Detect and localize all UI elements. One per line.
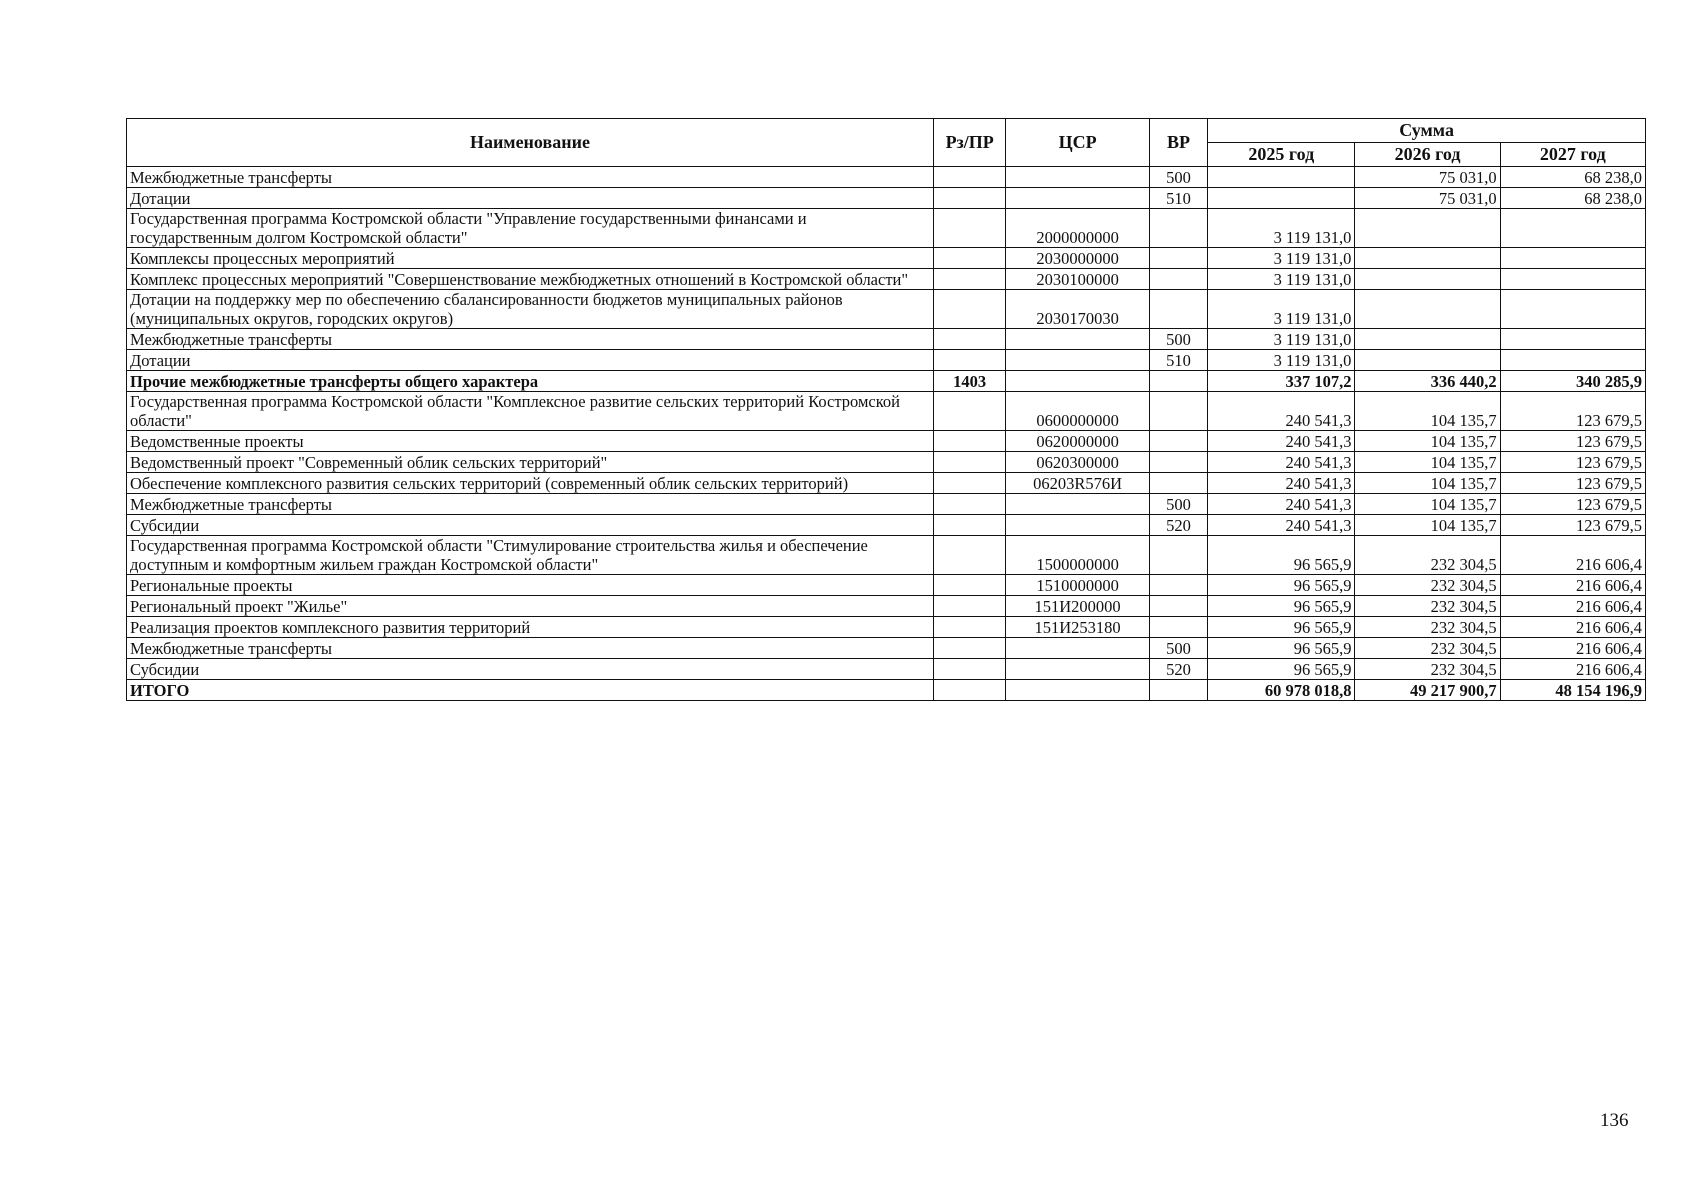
cell-2026: 232 304,5 — [1355, 638, 1500, 659]
cell-2025: 240 541,3 — [1208, 515, 1355, 536]
cell-2027: 216 606,4 — [1500, 575, 1645, 596]
cell-csr: 2030100000 — [1006, 269, 1149, 290]
header-name: Наименование — [127, 119, 934, 167]
table-row — [127, 617, 1646, 638]
table-row — [127, 431, 1646, 452]
cell-csr: 06203R576И — [1006, 473, 1149, 494]
table-row — [127, 209, 1646, 248]
cell-2027 — [1500, 329, 1645, 350]
cell-2025: 96 565,9 — [1208, 536, 1355, 575]
cell-rzpr — [933, 209, 1006, 248]
cell-2026 — [1355, 290, 1500, 329]
cell-2026: 75 031,0 — [1355, 167, 1500, 188]
cell-rzpr — [933, 188, 1006, 209]
cell-vr: 520 — [1149, 659, 1207, 680]
cell-vr — [1149, 290, 1207, 329]
cell-2027: 123 679,5 — [1500, 431, 1645, 452]
budget-table — [126, 118, 1646, 701]
table-row — [127, 371, 1646, 392]
cell-2026: 232 304,5 — [1355, 659, 1500, 680]
cell-name: Межбюджетные трансферты — [127, 494, 934, 515]
cell-name: Региональный проект "Жилье" — [127, 596, 934, 617]
cell-2027: 216 606,4 — [1500, 617, 1645, 638]
cell-name: Субсидии — [127, 659, 934, 680]
cell-2027: 340 285,9 — [1500, 371, 1645, 392]
header-year-2025: 2025 год — [1208, 143, 1355, 167]
table-row — [127, 167, 1646, 188]
cell-2025: 3 119 131,0 — [1208, 350, 1355, 371]
cell-vr — [1149, 209, 1207, 248]
cell-2026 — [1355, 209, 1500, 248]
cell-rzpr — [933, 269, 1006, 290]
cell-name: Межбюджетные трансферты — [127, 167, 934, 188]
cell-vr: 500 — [1149, 638, 1207, 659]
cell-vr — [1149, 536, 1207, 575]
cell-rzpr — [933, 329, 1006, 350]
cell-csr — [1006, 329, 1149, 350]
cell-vr: 500 — [1149, 167, 1207, 188]
table-row — [127, 659, 1646, 680]
cell-2025: 240 541,3 — [1208, 473, 1355, 494]
cell-2025 — [1208, 167, 1355, 188]
cell-2025: 96 565,9 — [1208, 638, 1355, 659]
cell-2025: 96 565,9 — [1208, 659, 1355, 680]
cell-vr — [1149, 392, 1207, 431]
cell-2026 — [1355, 350, 1500, 371]
cell-vr — [1149, 575, 1207, 596]
cell-2025: 3 119 131,0 — [1208, 269, 1355, 290]
cell-2025: 3 119 131,0 — [1208, 209, 1355, 248]
table-row — [127, 575, 1646, 596]
cell-2027 — [1500, 248, 1645, 269]
cell-2027: 123 679,5 — [1500, 494, 1645, 515]
cell-2026: 104 135,7 — [1355, 452, 1500, 473]
cell-name: Межбюджетные трансферты — [127, 638, 934, 659]
cell-2026: 232 304,5 — [1355, 617, 1500, 638]
cell-name: Дотации — [127, 188, 934, 209]
cell-2025: 3 119 131,0 — [1208, 290, 1355, 329]
cell-vr — [1149, 371, 1207, 392]
cell-2026: 49 217 900,7 — [1355, 680, 1500, 701]
cell-vr — [1149, 452, 1207, 473]
cell-name: Государственная программа Костромской области "Управление государственными финансами и государственным долгом Костромской области" — [127, 209, 934, 248]
cell-name: Государственная программа Костромской области "Стимулирование строительства жилья и обеспечение доступным и комфортным жильем граждан Костромской области" — [127, 536, 934, 575]
cell-rzpr — [933, 431, 1006, 452]
cell-rzpr — [933, 515, 1006, 536]
cell-name: Реализация проектов комплексного развития территорий — [127, 617, 934, 638]
cell-name: Обеспечение комплексного развития сельских территорий (современный облик сельских территорий) — [127, 473, 934, 494]
cell-2026: 104 135,7 — [1355, 473, 1500, 494]
header-rzpr: Рз/ПР — [933, 119, 1006, 167]
page-number: 136 — [1600, 1110, 1629, 1131]
cell-vr — [1149, 680, 1207, 701]
cell-rzpr — [933, 452, 1006, 473]
cell-2027: 216 606,4 — [1500, 638, 1645, 659]
cell-name: Субсидии — [127, 515, 934, 536]
table-row — [127, 188, 1646, 209]
cell-csr — [1006, 515, 1149, 536]
cell-2026: 104 135,7 — [1355, 494, 1500, 515]
cell-vr: 510 — [1149, 188, 1207, 209]
table-row — [127, 494, 1646, 515]
cell-rzpr — [933, 473, 1006, 494]
cell-2026 — [1355, 248, 1500, 269]
cell-name: Дотации — [127, 350, 934, 371]
cell-2026: 104 135,7 — [1355, 515, 1500, 536]
cell-vr — [1149, 473, 1207, 494]
cell-2025 — [1208, 188, 1355, 209]
table-row — [127, 473, 1646, 494]
table-row — [127, 350, 1646, 371]
table-row — [127, 392, 1646, 431]
cell-rzpr — [933, 638, 1006, 659]
cell-2027: 48 154 196,9 — [1500, 680, 1645, 701]
cell-csr: 0600000000 — [1006, 392, 1149, 431]
cell-name: Региональные проекты — [127, 575, 934, 596]
cell-2027 — [1500, 269, 1645, 290]
cell-csr: 2000000000 — [1006, 209, 1149, 248]
cell-vr — [1149, 596, 1207, 617]
cell-2025: 96 565,9 — [1208, 596, 1355, 617]
cell-2026 — [1355, 329, 1500, 350]
cell-name: Дотации на поддержку мер по обеспечению сбалансированности бюджетов муниципальных районов (муниципальных округов, городских округов) — [127, 290, 934, 329]
table-row — [127, 248, 1646, 269]
cell-csr — [1006, 167, 1149, 188]
cell-name: Межбюджетные трансферты — [127, 329, 934, 350]
cell-rzpr — [933, 290, 1006, 329]
cell-rzpr — [933, 659, 1006, 680]
cell-2026: 232 304,5 — [1355, 536, 1500, 575]
cell-name: ИТОГО — [127, 680, 934, 701]
cell-2027: 68 238,0 — [1500, 167, 1645, 188]
cell-csr: 2030170030 — [1006, 290, 1149, 329]
cell-name: Комплексы процессных мероприятий — [127, 248, 934, 269]
cell-rzpr — [933, 350, 1006, 371]
cell-csr — [1006, 659, 1149, 680]
cell-2025: 240 541,3 — [1208, 452, 1355, 473]
cell-csr: 151И253180 — [1006, 617, 1149, 638]
cell-2027: 216 606,4 — [1500, 596, 1645, 617]
cell-csr — [1006, 188, 1149, 209]
header-year-2026: 2026 год — [1355, 143, 1500, 167]
cell-vr: 510 — [1149, 350, 1207, 371]
table-row — [127, 596, 1646, 617]
table-row — [127, 680, 1646, 701]
cell-vr — [1149, 248, 1207, 269]
cell-2026: 104 135,7 — [1355, 431, 1500, 452]
table-row — [127, 329, 1646, 350]
cell-2025: 60 978 018,8 — [1208, 680, 1355, 701]
cell-name: Ведомственный проект "Современный облик сельских территорий" — [127, 452, 934, 473]
cell-2027: 123 679,5 — [1500, 515, 1645, 536]
cell-vr — [1149, 431, 1207, 452]
header-vr: ВР — [1149, 119, 1207, 167]
cell-rzpr — [933, 167, 1006, 188]
table-row — [127, 452, 1646, 473]
cell-name: Прочие межбюджетные трансферты общего характера — [127, 371, 934, 392]
cell-2027 — [1500, 209, 1645, 248]
cell-2027: 216 606,4 — [1500, 536, 1645, 575]
cell-name: Комплекс процессных мероприятий "Совершенствование межбюджетных отношений в Костромской области" — [127, 269, 934, 290]
cell-vr: 520 — [1149, 515, 1207, 536]
cell-2027: 68 238,0 — [1500, 188, 1645, 209]
cell-rzpr — [933, 392, 1006, 431]
cell-csr: 1510000000 — [1006, 575, 1149, 596]
table-row — [127, 269, 1646, 290]
cell-2025: 240 541,3 — [1208, 494, 1355, 515]
cell-vr: 500 — [1149, 329, 1207, 350]
cell-2027: 123 679,5 — [1500, 473, 1645, 494]
table-row — [127, 290, 1646, 329]
cell-2025: 3 119 131,0 — [1208, 329, 1355, 350]
cell-vr — [1149, 269, 1207, 290]
cell-2027 — [1500, 290, 1645, 329]
table-row — [127, 536, 1646, 575]
cell-rzpr — [933, 494, 1006, 515]
cell-vr: 500 — [1149, 494, 1207, 515]
cell-2027: 123 679,5 — [1500, 392, 1645, 431]
cell-2026: 75 031,0 — [1355, 188, 1500, 209]
cell-rzpr — [933, 536, 1006, 575]
cell-rzpr — [933, 596, 1006, 617]
cell-csr — [1006, 350, 1149, 371]
cell-2026: 104 135,7 — [1355, 392, 1500, 431]
cell-csr: 1500000000 — [1006, 536, 1149, 575]
cell-csr: 151И200000 — [1006, 596, 1149, 617]
cell-2027 — [1500, 350, 1645, 371]
cell-csr — [1006, 371, 1149, 392]
header-year-2027: 2027 год — [1500, 143, 1645, 167]
cell-rzpr — [933, 575, 1006, 596]
cell-csr: 0620000000 — [1006, 431, 1149, 452]
cell-2025: 96 565,9 — [1208, 575, 1355, 596]
cell-csr — [1006, 494, 1149, 515]
cell-2027: 216 606,4 — [1500, 659, 1645, 680]
cell-2026: 232 304,5 — [1355, 575, 1500, 596]
cell-rzpr — [933, 248, 1006, 269]
cell-name: Государственная программа Костромской области "Комплексное развитие сельских территорий Костромской области" — [127, 392, 934, 431]
cell-vr — [1149, 617, 1207, 638]
table-row — [127, 515, 1646, 536]
cell-2026: 232 304,5 — [1355, 596, 1500, 617]
cell-2026: 336 440,2 — [1355, 371, 1500, 392]
cell-2025: 337 107,2 — [1208, 371, 1355, 392]
table-body — [127, 167, 1646, 701]
header-sum: Сумма — [1208, 119, 1646, 143]
cell-2025: 96 565,9 — [1208, 617, 1355, 638]
cell-csr: 2030000000 — [1006, 248, 1149, 269]
cell-2025: 240 541,3 — [1208, 431, 1355, 452]
cell-rzpr — [933, 680, 1006, 701]
cell-2027: 123 679,5 — [1500, 452, 1645, 473]
cell-2025: 240 541,3 — [1208, 392, 1355, 431]
cell-2025: 3 119 131,0 — [1208, 248, 1355, 269]
cell-csr: 0620300000 — [1006, 452, 1149, 473]
cell-rzpr: 1403 — [933, 371, 1006, 392]
cell-csr — [1006, 680, 1149, 701]
cell-name: Ведомственные проекты — [127, 431, 934, 452]
table-row — [127, 638, 1646, 659]
cell-rzpr — [933, 617, 1006, 638]
cell-csr — [1006, 638, 1149, 659]
header-csr: ЦСР — [1006, 119, 1149, 167]
cell-2026 — [1355, 269, 1500, 290]
